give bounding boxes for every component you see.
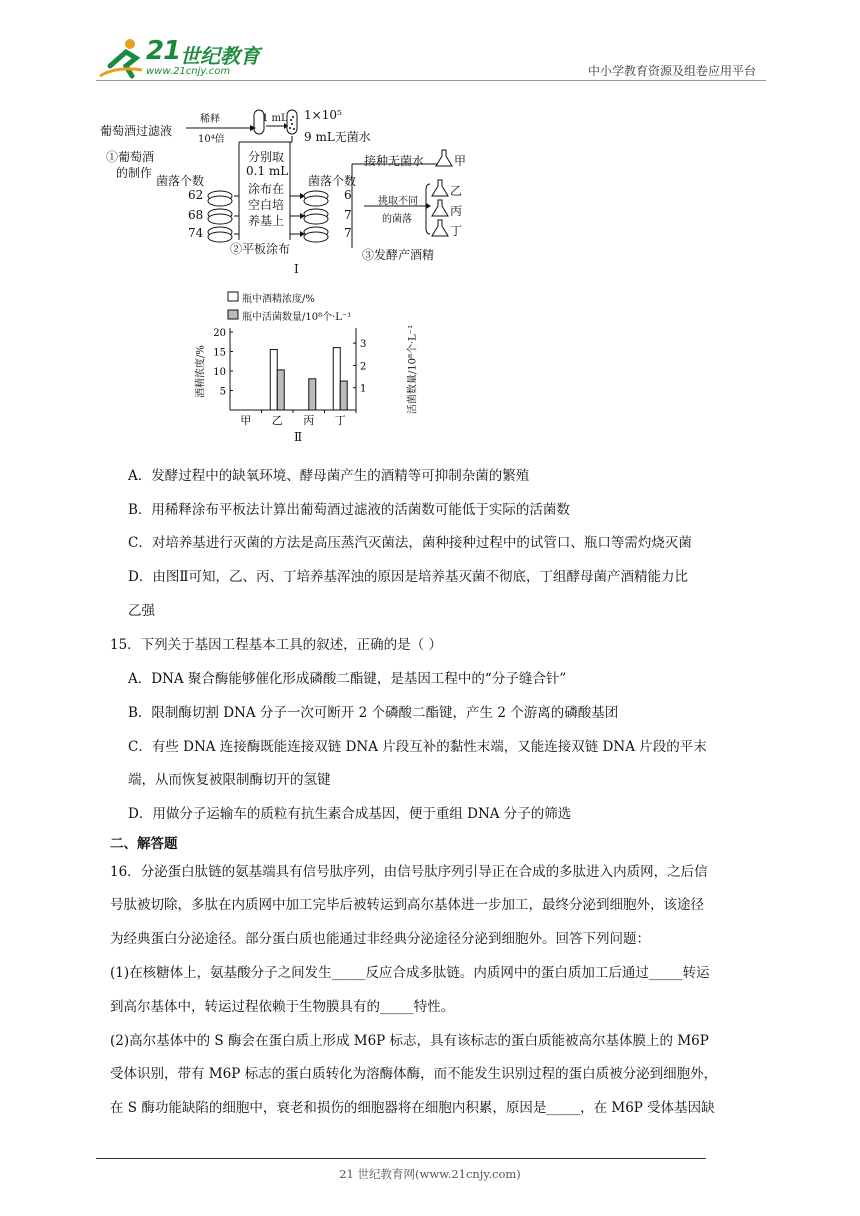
q14-option-d-cont: 乙强 [128,603,155,619]
count-right-3: 7 [344,226,352,240]
left-tick-label: 10 [213,367,226,378]
spread-line-2: 0.1 mL [246,164,289,178]
q15-option-c: C．有些 DNA 连接酶既能连接双链 DNA 片段互补的黏性末端，又能连接双链 DNA 片段的平末 [128,739,707,755]
q15-stem: 15．下列关于基因工程基本工具的叙述，正确的是（ ） [110,637,442,653]
bar-bacteria-2 [309,379,316,410]
dilute-label: 稀释 [200,114,220,125]
category-label: 丁 [334,414,346,427]
source-label: 葡萄酒过滤液 [100,124,173,138]
q16-line-4: (1)在核糖体上，氨基酸分子之间发生_____反应合成多肽链。内质网中的蛋白质加工后通过_____转运 [110,965,710,981]
category-label: 丙 [303,414,315,427]
logo-number: 21 [146,36,181,66]
left-axis-label: 酒精浓度/% [195,345,207,398]
q16-line-1: 16．分泌蛋白肽链的氨基端具有信号肽序列，由信号肽序列引导正在合成的多肽进入内质网，之后信 [110,864,708,880]
runner-icon [96,36,146,82]
q15-option-c-cont: 端，从而恢复被限制酶切开的氢键 [128,772,331,788]
figure-1 [100,104,467,284]
header-platform-text: 中小学教育资源及组卷应用平台 [587,64,756,78]
pick-line1: 挑取不同 [378,196,418,207]
figure-2 [186,286,426,450]
spread-line-5: 养基上 [248,214,285,228]
legend-swatch-alcohol [228,292,238,301]
header-divider [96,80,766,81]
right-axis-label: 活菌数量/10⁸个·L⁻¹ [407,324,419,415]
legend-bacteria: 瓶中活菌数量/10⁸个·L⁻¹ [242,312,352,323]
spread-line-4: 空白培 [248,198,285,212]
q16-line-6: (2)高尔基体中的 S 酶会在蛋白质上形成 M6P 标志，具有该标志的蛋白质能被高尔基体膜上的 M6P [110,1033,709,1049]
step2-label: ②平板涂布 [230,242,291,256]
step3-label: ③发酵产酒精 [362,248,435,262]
q16-line-7: 受体识别，带有 M6P 标志的蛋白质转化为溶酶体酶，而不能发生识别过程的蛋白质被分泌到细胞外， [110,1066,718,1082]
figure-1-roman: Ⅰ [294,262,299,276]
logo-text: 世纪教育 [180,44,260,68]
tube-count: 1×10⁵ [304,108,342,122]
footer-divider [96,1158,706,1159]
bar-bacteria-1 [277,370,284,410]
spread-line-1: 分别取 [248,150,285,164]
q16-line-2: 号肽被切除，多肽在内质网中加工完毕后被转运到高尔基体进一步加工，最终分泌到细胞外，该途径 [110,897,704,913]
q14-option-b: B．用稀释涂布平板法计算出葡萄酒过滤液的活菌数可能低于实际的活菌数 [128,502,570,518]
colony-count-left: 菌落个数 [156,174,205,188]
flask-yi-label: 乙 [450,184,463,198]
q16-line-5: 到高尔基体中，转运过程依赖于生物膜具有的_____特性。 [110,999,455,1015]
section-heading: 二、解答题 [110,836,178,852]
pick-line2: 的菌落 [382,214,412,225]
figure-2-roman: Ⅱ [294,430,303,444]
left-tick-label: 5 [219,386,226,398]
dilute-factor: 10⁴倍 [198,134,225,145]
q14-option-c: C．对培养基进行灭菌的方法是高压蒸汽灭菌法，菌种接种过程中的试管口、瓶口等需灼烧灭菌 [128,535,692,551]
q16-line-3: 为经典蛋白分泌途径。部分蛋白质也能通过非经典分泌途径分泌到细胞外。回答下列问题： [110,931,650,947]
inoculate-label: 接种无菌水 [364,154,425,168]
logo-url: www.21cnjy.com [146,66,231,77]
q14-option-d: D．由图Ⅱ可知，乙、丙、丁培养基浑浊的原因是培养基灭菌不彻底，丁组酵母菌产酒精能力比 [128,569,688,585]
category-label: 乙 [271,414,283,427]
bar-bacteria-3 [340,381,347,410]
legend-alcohol: 瓶中酒精浓度/% [242,294,315,305]
count-right-1: 6 [344,188,352,202]
right-tick-label: 3 [360,339,367,351]
right-tick-label: 2 [360,361,367,373]
legend-swatch-bacteria [228,310,238,319]
step1-line2: 的制作 [116,166,153,180]
one-ml-label: 1 mL [262,113,288,124]
count-left-1: 62 [188,188,204,202]
q14-option-a: A．发酵过程中的缺氧环境、酵母菌产生的酒精等可抑制杂菌的繁殖 [128,468,530,484]
petri-dishes-right [304,191,328,242]
colony-count-right: 菌落个数 [308,174,357,188]
count-right-2: 7 [344,208,352,222]
left-tick-label: 15 [213,347,226,359]
sterile-water-label: 9 mL无菌水 [304,130,371,144]
bar-alcohol-1 [270,350,277,410]
q15-option-b: B．限制酶切割 DNA 分子一次可断开 2 个磷酸二酯键，产生 2 个游离的磷酸基团 [128,705,619,721]
flask-jia-label: 甲 [454,154,467,168]
q16-line-8: 在 S 酶功能缺陷的细胞中，衰老和损伤的细胞器将在细胞内积累，原因是_____，在 M6P 受体基因缺 [110,1100,715,1116]
step1-line1: ①葡萄酒 [106,150,155,164]
spread-line-3: 涂布在 [248,182,285,196]
bar-alcohol-3 [333,348,340,410]
petri-dishes-left [208,191,232,242]
flask-bing-label: 丙 [450,204,463,218]
left-tick-label: 20 [213,328,226,339]
flask-icons [432,150,452,236]
q15-option-a: A．DNA 聚合酶能够催化形成磷酸二酯键，是基因工程中的“分子缝合针” [128,671,567,687]
count-left-3: 74 [188,226,204,240]
category-label: 甲 [240,414,252,427]
flask-ding-label: 丁 [450,224,463,238]
q15-option-d: D．用做分子运输车的质粒有抗生素合成基因，便于重组 DNA 分子的筛选 [128,806,572,822]
count-left-2: 68 [188,208,204,222]
footer-text: 21 世纪教育网(www.21cnjy.com) [339,1167,521,1181]
right-tick-label: 1 [360,383,367,395]
